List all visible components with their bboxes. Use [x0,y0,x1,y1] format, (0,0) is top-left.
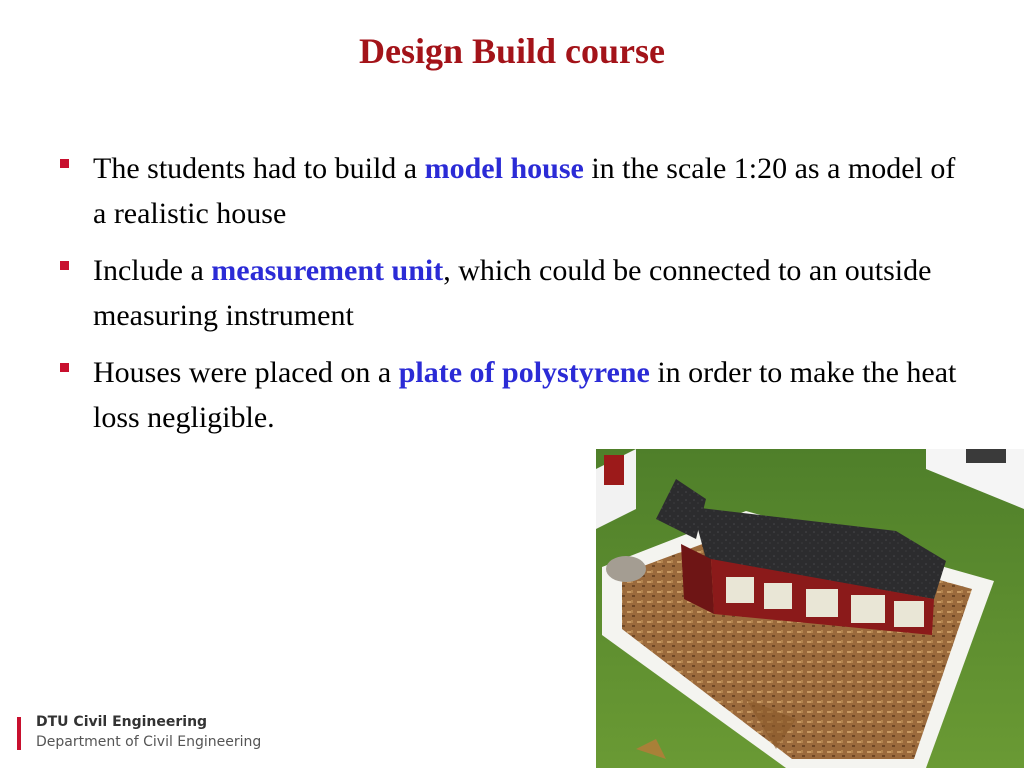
bullet-text-post: , which could be connected to an outside measuring instrument [93,254,932,332]
slide-title: Design Build course [358,31,666,71]
square-bullet-icon [60,261,69,270]
bullet-text-pre: Houses were placed on a [93,356,399,389]
bullet-highlight: plate of polystyrene [398,356,650,389]
model-house-photo [596,449,1024,768]
footer-subtitle: Department of Civil Engineering [36,734,262,750]
bullet-list [60,146,960,452]
footer-title: DTU Civil Engineering [36,714,208,730]
bullet-item [60,248,960,338]
bullet-highlight: measurement unit [211,254,444,287]
bullet-item [60,146,960,236]
bullet-item [60,350,960,440]
bullet-text-post: in order to make the heat loss negligible. [93,356,957,434]
square-bullet-icon [60,159,69,168]
bullet-highlight: model house [424,152,584,185]
footer-accent-bar [17,717,21,750]
square-bullet-icon [60,363,69,372]
bullet-text-pre: Include a [93,254,212,287]
bullet-text-pre: The students had to build a [93,152,425,185]
bullet-text-post: in the scale 1:20 as a model of a realistic house [93,152,956,230]
